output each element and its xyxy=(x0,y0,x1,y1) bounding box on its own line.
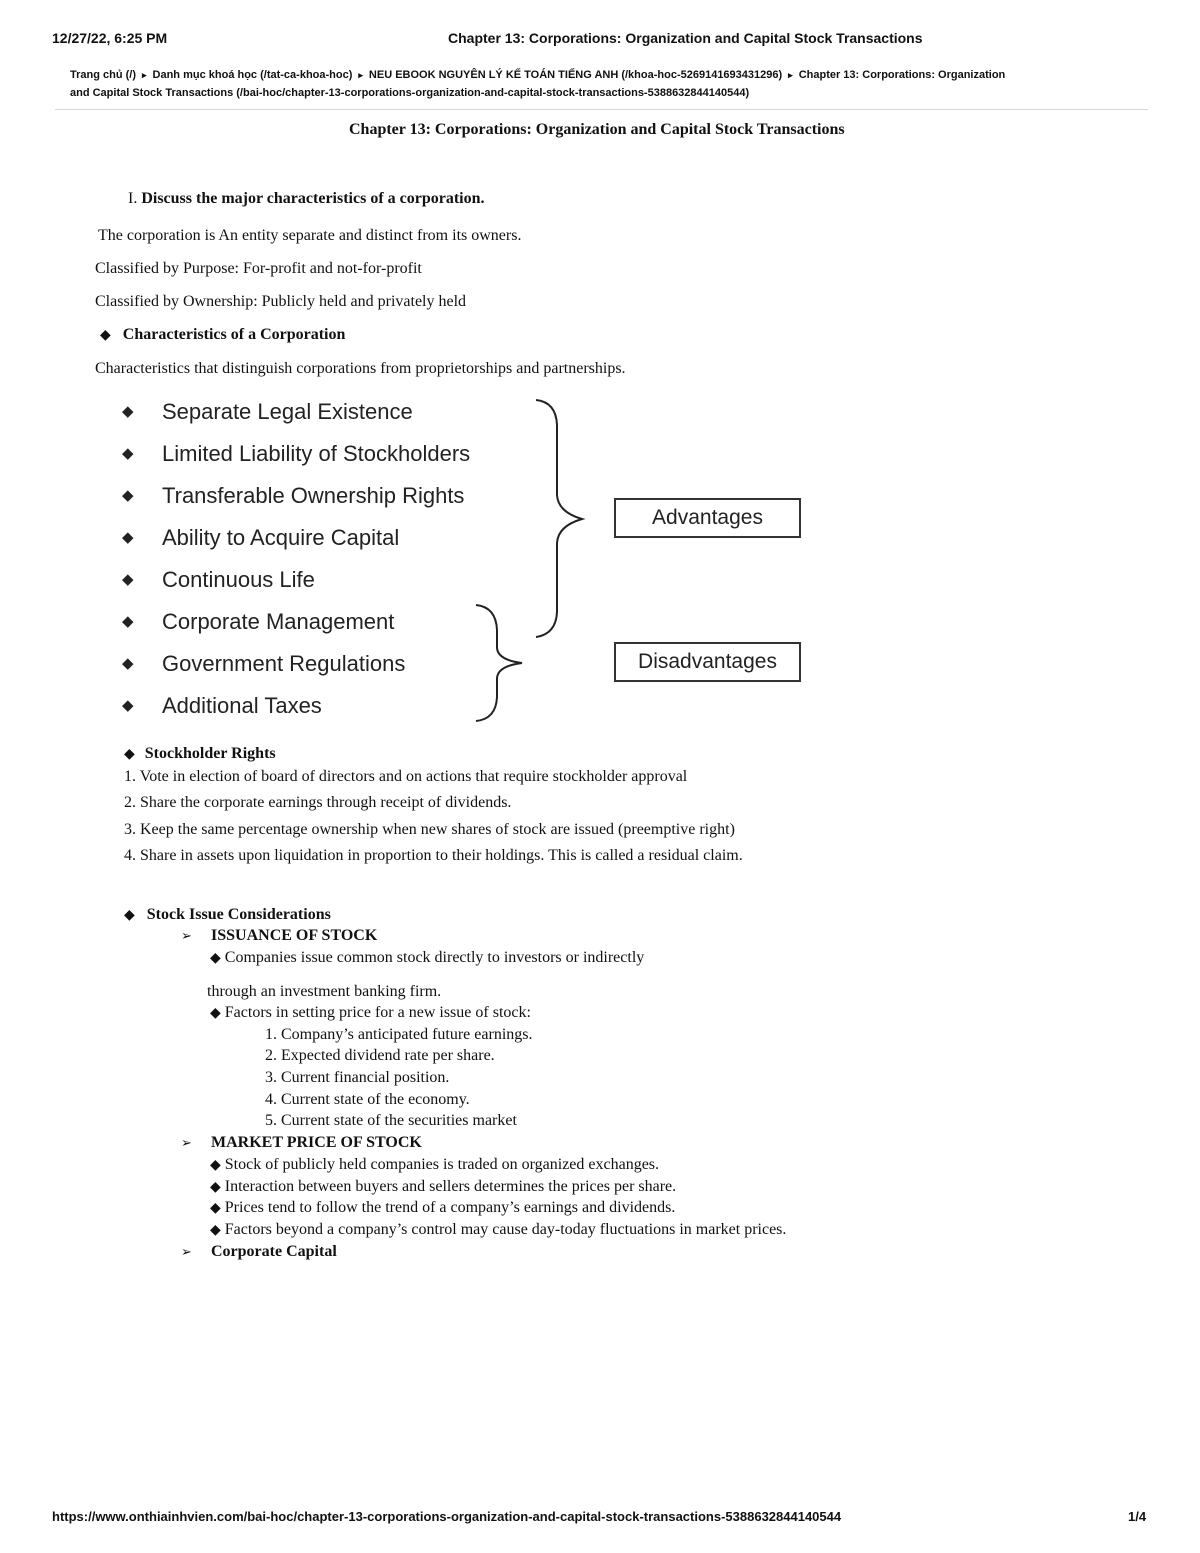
factor-item: 5. Current state of the securities market xyxy=(265,1112,517,1129)
market-bullet-text: Stock of publicly held companies is traded on organized exchanges. xyxy=(224,1156,660,1173)
market-price-heading-text: MARKET PRICE OF STOCK xyxy=(211,1134,422,1151)
market-bullet-text: Prices tend to follow the trend of a company’s earnings and dividends. xyxy=(224,1199,676,1216)
diagram-item-label: Corporate Management xyxy=(162,609,395,634)
rights-item: 1. Vote in election of board of directors and on actions that require stockholder approval xyxy=(124,768,688,785)
breadcrumb-course-link[interactable]: NEU EBOOK NGUYÊN LÝ KẾ TOÁN TIẾNG ANH (/khoa-hoc-5269141693431296) xyxy=(368,69,783,81)
advantages-box xyxy=(614,498,801,538)
diamond-bullet-icon: ◆ xyxy=(210,950,221,966)
paragraph-purpose: Classified by Purpose: For-profit and not-for-profit xyxy=(95,260,422,277)
stock-issue-heading-text: Stock Issue Considerations xyxy=(146,906,331,923)
breadcrumb-home-link[interactable]: Trang chủ (/) xyxy=(70,69,136,81)
factor-item: 4. Current state of the economy. xyxy=(265,1091,470,1108)
diamond-bullet-icon: ◆ xyxy=(122,654,134,672)
print-datetime: 12/27/22, 6:25 PM xyxy=(52,30,168,46)
breadcrumb-caret-icon: ▸ xyxy=(142,70,147,80)
market-price-heading xyxy=(181,1134,422,1152)
arrow-bullet-icon: ➢ xyxy=(181,1136,192,1151)
disadvantages-brace xyxy=(476,605,522,721)
rights-item: 3. Keep the same percentage ownership when new shares of stock are issued (preemptive right) xyxy=(124,821,735,838)
breadcrumb-lesson-link[interactable]: Chapter 13: Corporations: Organization xyxy=(798,69,1006,81)
diamond-bullet-icon: ◆ xyxy=(124,746,135,762)
question-text: Discuss the major characteristics of a corporation. xyxy=(141,190,485,207)
advantages-label: Advantages xyxy=(652,506,763,529)
rights-item: 4. Share in assets upon liquidation in proportion to their holdings. This is called a residual claim. xyxy=(124,847,743,864)
diamond-bullet-icon: ◆ xyxy=(210,1157,221,1173)
diagram-item-label: Transferable Ownership Rights xyxy=(162,483,465,508)
factors-bullet-text: Factors in setting price for a new issue of stock: xyxy=(224,1004,531,1021)
diamond-bullet-icon: ◆ xyxy=(122,486,134,504)
diagram-item-label: Separate Legal Existence xyxy=(162,399,413,424)
print-page-number: 1/4 xyxy=(1128,1509,1147,1524)
issuance-bullet xyxy=(210,949,644,967)
diamond-bullet-icon: ◆ xyxy=(210,1222,221,1238)
market-bullet xyxy=(210,1156,659,1174)
advantages-brace xyxy=(536,400,582,637)
issuance-heading-text: ISSUANCE OF STOCK xyxy=(211,927,378,944)
print-footer-url: https://www.onthiainhvien.com/bai-hoc/chapter-13-corporations-organization-and-capital-stock-transactions-5388632844140544 xyxy=(52,1509,842,1524)
market-bullet xyxy=(210,1178,676,1196)
issuance-heading xyxy=(181,927,377,945)
issuance-bullet-continued: through an investment banking firm. xyxy=(207,983,442,1000)
factor-item: 2. Expected dividend rate per share. xyxy=(265,1047,495,1064)
characteristics-intro: Characteristics that distinguish corporations from proprietorships and partnerships. xyxy=(95,360,626,377)
corporate-capital-heading-text: Corporate Capital xyxy=(211,1243,337,1260)
brace-connectors xyxy=(0,0,1200,760)
diamond-bullet-icon: ◆ xyxy=(122,570,134,588)
corporate-capital-heading xyxy=(181,1243,337,1261)
disadvantages-box xyxy=(614,642,801,682)
diamond-bullet-icon: ◆ xyxy=(122,696,134,714)
diamond-bullet-icon: ◆ xyxy=(124,907,135,923)
breadcrumb-caret-icon: ▸ xyxy=(788,70,793,80)
diamond-bullet-icon: ◆ xyxy=(122,444,134,462)
paragraph-entity: The corporation is An entity separate and distinct from its owners. xyxy=(98,227,522,244)
diamond-bullet-icon: ◆ xyxy=(122,612,134,630)
market-bullet-text: Interaction between buyers and sellers determines the prices per share. xyxy=(224,1178,677,1195)
breadcrumb-catalog-link[interactable]: Danh mục khoá học (/tat-ca-khoa-hoc) xyxy=(152,69,353,81)
page-title: Chapter 13: Corporations: Organization and Capital Stock Transactions xyxy=(349,121,845,138)
diagram-item-label: Continuous Life xyxy=(162,567,315,592)
factors-bullet xyxy=(210,1004,531,1022)
question-number: I. xyxy=(128,190,138,207)
factor-item: 3. Current financial position. xyxy=(265,1069,450,1086)
market-bullet xyxy=(210,1221,786,1239)
breadcrumb-caret-icon: ▸ xyxy=(358,70,363,80)
diagram-item-label: Limited Liability of Stockholders xyxy=(162,441,471,466)
rights-heading-text: Stockholder Rights xyxy=(144,745,276,762)
factor-item: 1. Company’s anticipated future earnings. xyxy=(265,1026,533,1043)
diamond-bullet-icon: ◆ xyxy=(210,1179,221,1195)
stock-issue-heading xyxy=(124,906,331,924)
print-doc-title: Chapter 13: Corporations: Organization and Capital Stock Transactions xyxy=(448,30,923,46)
diamond-bullet-icon: ◆ xyxy=(122,528,134,546)
rights-item: 2. Share the corporate earnings through receipt of dividends. xyxy=(124,794,512,811)
arrow-bullet-icon: ➢ xyxy=(181,1245,192,1260)
diagram-item-label: Ability to Acquire Capital xyxy=(162,525,400,550)
diamond-bullet-icon: ◆ xyxy=(100,327,111,343)
diagram-item-label: Government Regulations xyxy=(162,651,406,676)
diamond-bullet-icon: ◆ xyxy=(122,402,134,420)
rights-heading xyxy=(124,745,276,763)
diamond-bullet-icon: ◆ xyxy=(210,1200,221,1216)
paragraph-ownership: Classified by Ownership: Publicly held and privately held xyxy=(95,293,467,310)
characteristics-heading-text: Characteristics of a Corporation xyxy=(122,326,346,343)
disadvantages-label: Disadvantages xyxy=(638,650,777,673)
diamond-bullet-icon: ◆ xyxy=(210,1005,221,1021)
arrow-bullet-icon: ➢ xyxy=(181,929,192,944)
diagram-item-label: Additional Taxes xyxy=(162,693,322,718)
breadcrumb-lesson-link-cont[interactable]: and Capital Stock Transactions (/bai-hoc/chapter-13-corporations-organization-and-capital-stock-transactions-5388632844140544) xyxy=(70,87,750,99)
market-bullet xyxy=(210,1199,675,1217)
market-bullet-text: Factors beyond a company’s control may cause day-today fluctuations in market prices. xyxy=(224,1221,787,1238)
issuance-bullet-text: Companies issue common stock directly to investors or indirectly xyxy=(224,949,645,966)
